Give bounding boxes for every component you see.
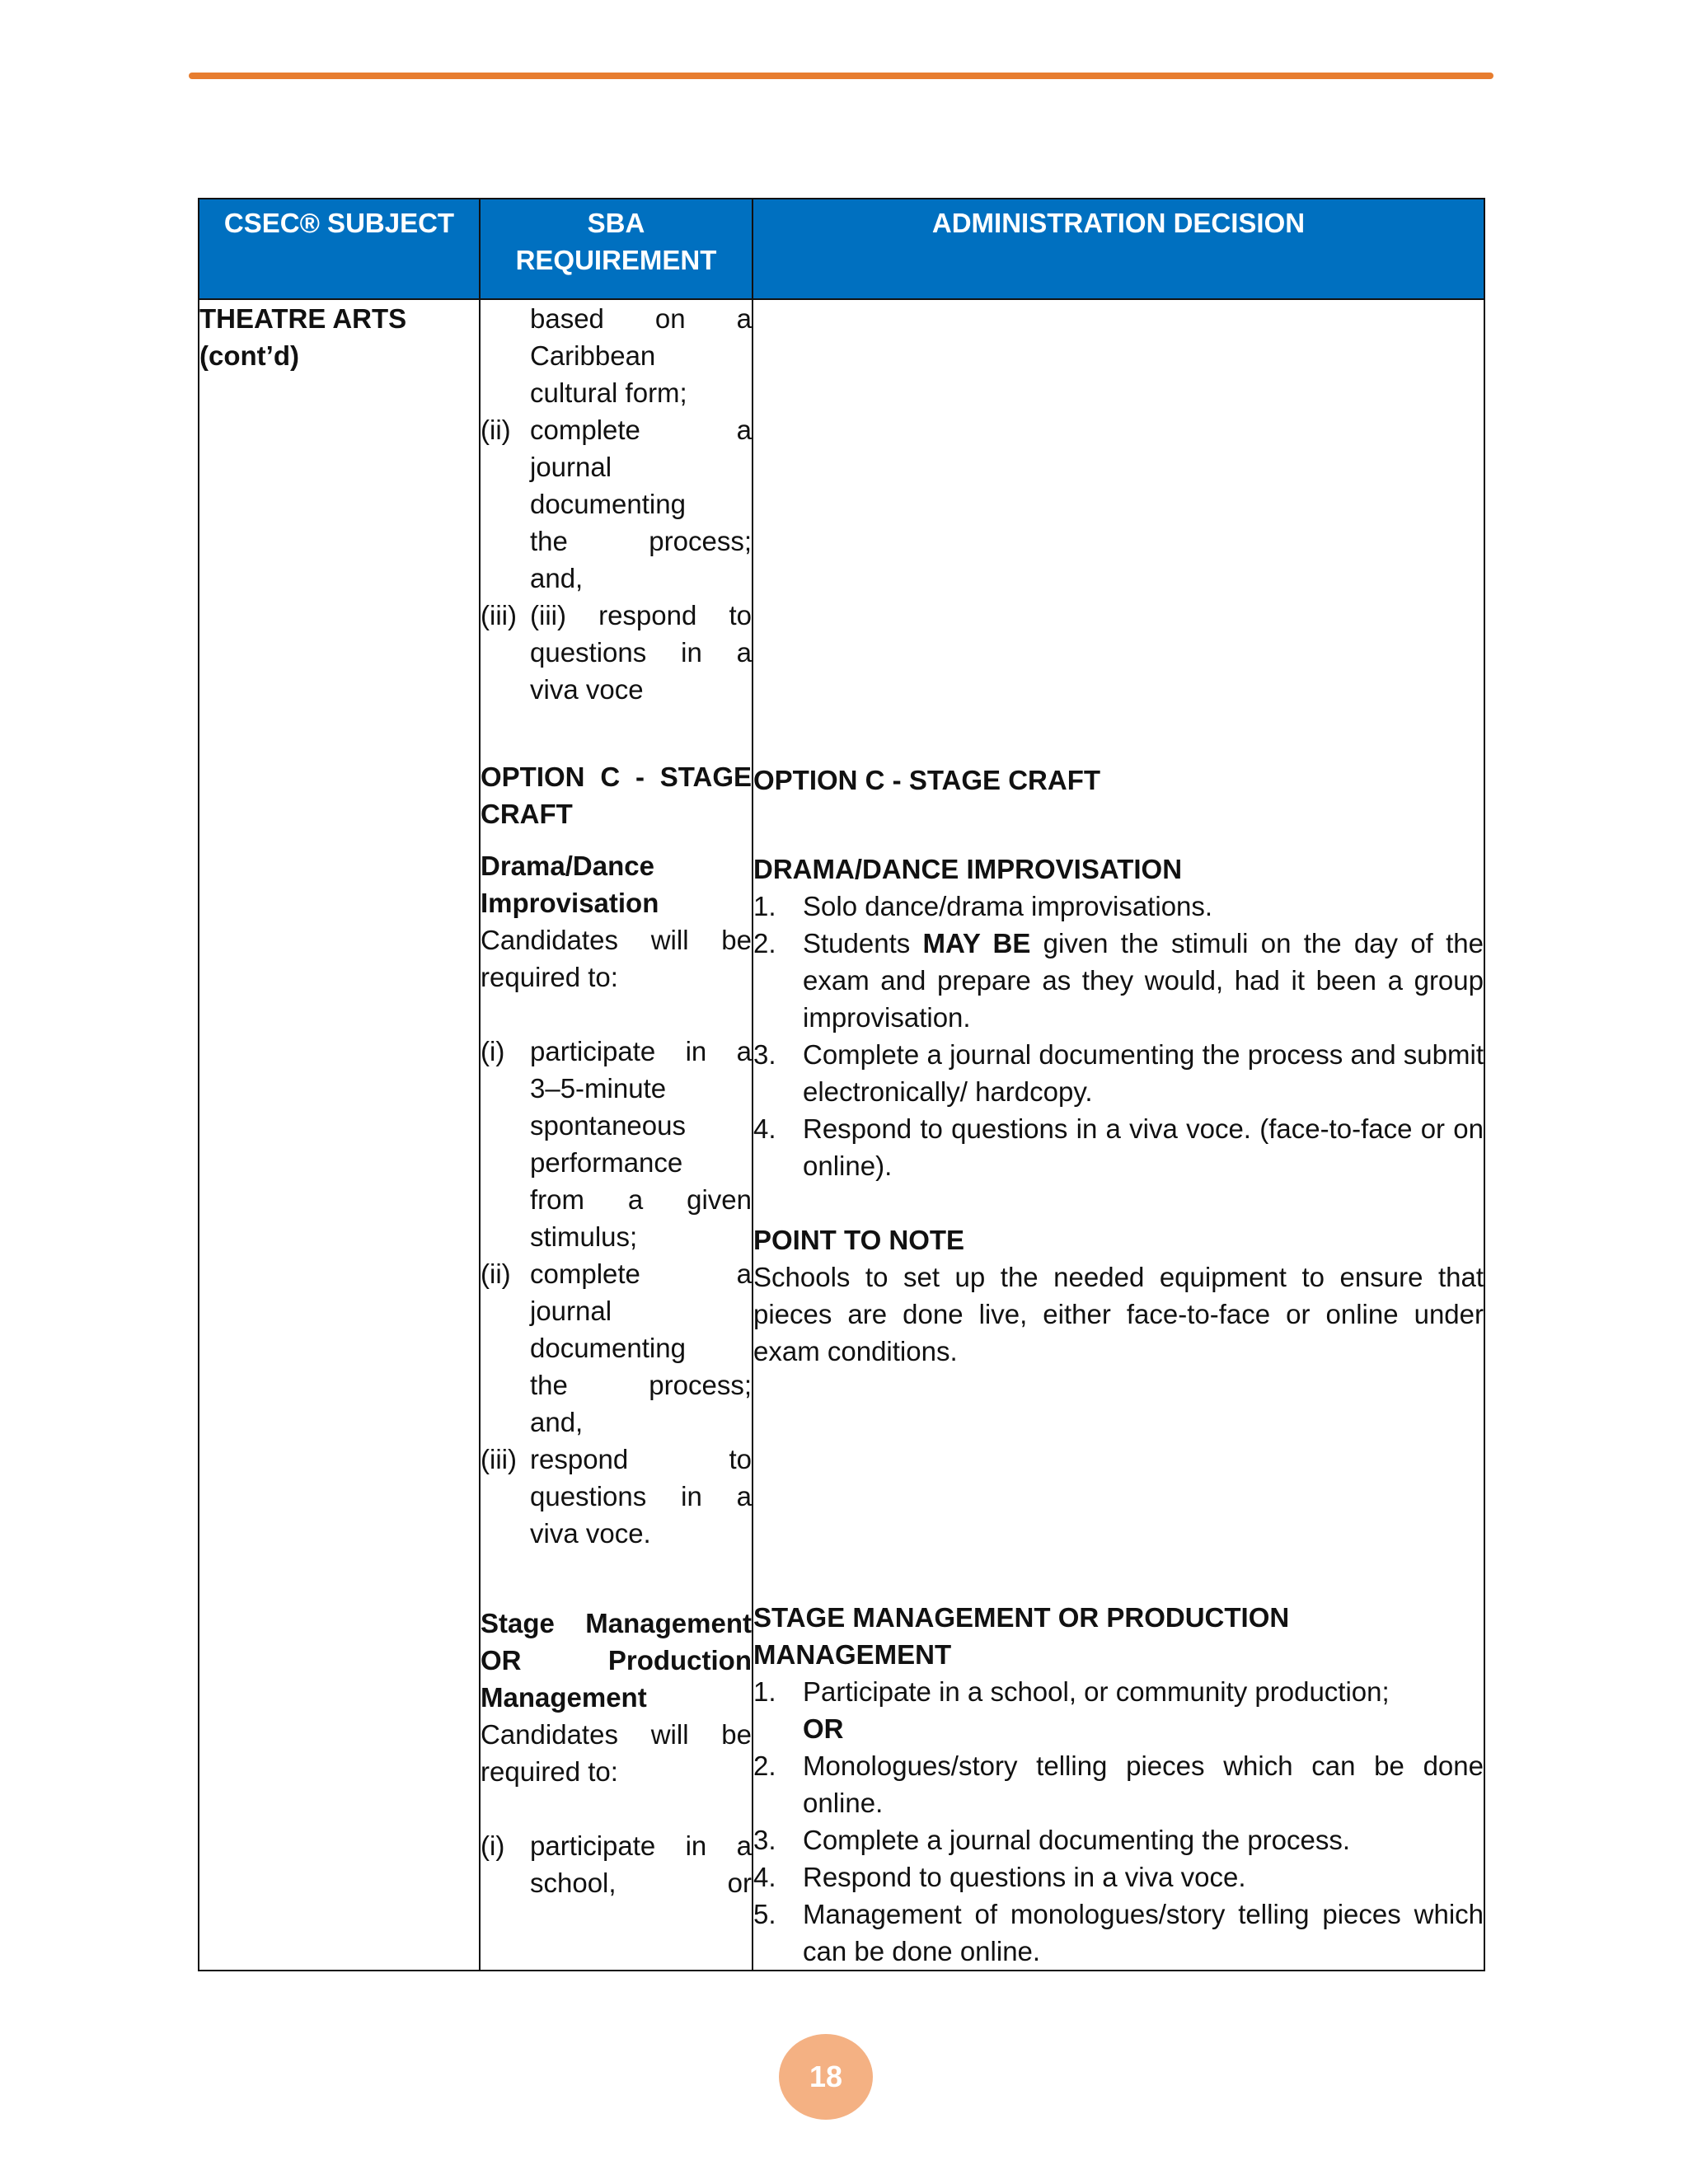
dec-drama-heading: DRAMA/DANCE IMPROVISATION [753,854,1183,884]
dec-stage-item: 1. Participate in a school, or community production; [753,1676,1390,1707]
req-drama-item: (iii) respond to questions in a viva voce. [481,1444,752,1549]
req-cont-item: (iii) (iii) respond to questions in a viva voce [481,600,752,705]
dec-stage-or: OR [803,1713,844,1744]
dec-point-text: Schools to set up the needed equipment to ensure that pieces are done live, either face-to-face or online under exam conditions. [753,1262,1484,1366]
dec-stage-heading-2: MANAGEMENT [753,1639,952,1670]
header-sba-requirement: SBA REQUIREMENT [480,199,753,299]
header-administration-decision: ADMINISTRATION DECISION [753,199,1484,299]
req-stage-title: Stage Management OR Production Management [481,1608,752,1713]
dec-drama-item: 3. Complete a journal documenting the process and submit electronically/ hardcopy. [753,1039,1484,1107]
req-stage-intro: Candidates will be required to: [481,1719,752,1787]
top-rule [189,73,1493,79]
header-subject: CSEC® SUBJECT [199,199,480,299]
dec-stage-item: 2. Monologues/story telling pieces which can be done online. [753,1750,1484,1818]
body-row [199,299,1484,1971]
req-stage-item: (i) participate in a school, or [481,1830,752,1898]
req-drama-title: Drama/Dance Improvisation [481,851,659,918]
dec-stage-heading: STAGE MANAGEMENT OR PRODUCTION [753,1602,1290,1633]
dec-drama-item: 4. Respond to questions in a viva voce. (face-to-face or on online). [753,1113,1484,1181]
requirement-cell [480,299,753,1971]
sba-table [198,198,1485,1971]
req-drama-item: (ii) complete a journal documenting the process; and, [481,1258,752,1437]
header-row [199,199,1484,299]
decision-cell [753,299,1484,1971]
page-number-badge [779,2034,873,2120]
subject-cell [199,299,480,1971]
req-option-c-heading: OPTION C - STAGE CRAFT [481,762,752,829]
dec-drama-item: 2. Students MAY BE given the stimuli on the day of the exam and prepare as they would, had it been a group improvisation. [753,928,1484,1033]
subject-cont: (cont’d) [199,340,299,371]
req-drama-item: (i) participate in a 3–5-minute spontaneous performance from a given stimulus; [481,1036,752,1252]
dec-point-heading: POINT TO NOTE [753,1225,965,1255]
req-continued: based on a Caribbean cultural form; [530,303,752,408]
subject-name: THEATRE ARTS [199,303,407,334]
dec-option-c-heading: OPTION C - STAGE CRAFT [753,765,1101,795]
dec-stage-item: 5. Management of monologues/story telling pieces which can be done online. [753,1899,1484,1966]
page-number: 18 [809,2060,843,2093]
req-cont-item: (ii) complete a journal documenting the process; and, [481,415,752,593]
dec-stage-item: 4. Respond to questions in a viva voce. [753,1862,1246,1892]
req-drama-intro: Candidates will be required to: [481,925,752,992]
dec-drama-item: 1. Solo dance/drama improvisations. [753,891,1213,921]
dec-stage-item: 3. Complete a journal documenting the process. [753,1825,1351,1855]
